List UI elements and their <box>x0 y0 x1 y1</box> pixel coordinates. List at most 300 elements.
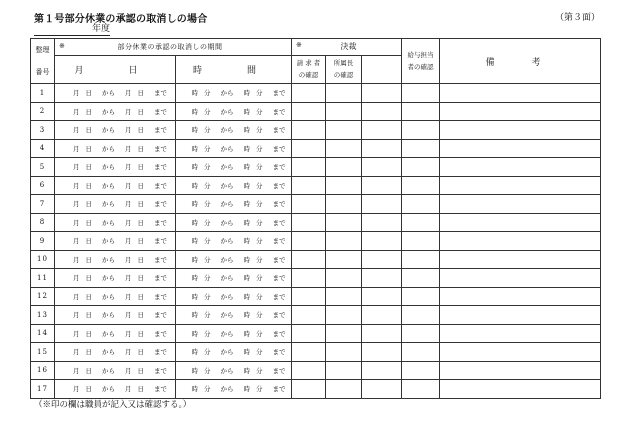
date-token-day: 日 <box>85 311 92 320</box>
salary-check-cell[interactable] <box>402 343 440 362</box>
time-token-to: まで <box>272 348 286 357</box>
time-token-to: まで <box>272 255 286 264</box>
date-token-from: から <box>102 200 115 209</box>
date-range-field[interactable] <box>55 380 176 399</box>
time-token-hour: 時 <box>191 366 198 375</box>
table-row <box>31 306 601 325</box>
row-number: 3 <box>31 121 55 140</box>
row-number: 14 <box>31 324 55 343</box>
time-token-minute: 分 <box>204 274 211 283</box>
table-row <box>31 232 601 251</box>
time-token-to: まで <box>272 292 286 301</box>
table-row <box>31 121 601 140</box>
date-token-month: 月 <box>73 144 80 153</box>
requester-check-cell[interactable] <box>292 232 326 251</box>
date-token-day: 日 <box>85 255 92 264</box>
date-token-month: 月 <box>73 274 80 283</box>
time-range-field[interactable] <box>176 269 292 288</box>
chief-check-cell[interactable] <box>326 380 362 399</box>
date-range-field[interactable] <box>55 232 176 251</box>
chief-check-cell[interactable] <box>326 158 362 177</box>
row-number: 5 <box>31 158 55 177</box>
time-token-minute: 分 <box>256 274 263 283</box>
time-token-minute: 分 <box>256 237 263 246</box>
remarks-cell[interactable] <box>440 306 601 325</box>
date-range-field[interactable] <box>55 269 176 288</box>
date-range-field[interactable] <box>55 139 176 158</box>
remarks-cell[interactable] <box>440 232 601 251</box>
time-token-minute: 分 <box>256 107 263 116</box>
chief-check-cell[interactable] <box>326 232 362 251</box>
date-token-month: 月 <box>73 385 80 394</box>
date-token-to: まで <box>154 200 167 209</box>
date-token-day: 日 <box>85 385 92 394</box>
date-token-to: まで <box>154 255 167 264</box>
salary-check-cell[interactable] <box>402 324 440 343</box>
requester-check-cell[interactable] <box>292 380 326 399</box>
time-token-hour: 時 <box>191 163 198 172</box>
date-token-day: 日 <box>137 144 144 153</box>
remarks-cell[interactable] <box>440 324 601 343</box>
date-range-field[interactable] <box>55 195 176 214</box>
date-range-field[interactable] <box>55 324 176 343</box>
date-token-to: まで <box>154 144 167 153</box>
table-row <box>31 250 601 269</box>
time-token-from: から <box>220 107 234 116</box>
time-range-field[interactable] <box>176 84 292 103</box>
time-range-field[interactable] <box>176 306 292 325</box>
remarks-cell[interactable] <box>440 84 601 103</box>
date-range-field[interactable] <box>55 176 176 195</box>
time-token-hour: 時 <box>243 126 250 135</box>
time-token-from: から <box>220 181 234 190</box>
month-day-header: 月 日 <box>55 55 176 83</box>
time-token-minute: 分 <box>204 385 211 394</box>
row-number: 12 <box>31 287 55 306</box>
time-token-from: から <box>220 126 234 135</box>
date-token-from: から <box>102 385 115 394</box>
remarks-cell[interactable] <box>440 361 601 380</box>
salary-check-cell[interactable] <box>402 121 440 140</box>
time-token-minute: 分 <box>204 311 211 320</box>
time-range-field[interactable] <box>176 361 292 380</box>
date-token-to: まで <box>154 89 167 98</box>
date-token-month: 月 <box>73 200 80 209</box>
time-token-hour: 時 <box>191 385 198 394</box>
row-number: 15 <box>31 343 55 362</box>
time-token-from: から <box>220 385 234 394</box>
time-token-hour: 時 <box>191 329 198 338</box>
date-range-field[interactable] <box>55 213 176 232</box>
time-token-hour: 時 <box>191 274 198 283</box>
salary-check-cell[interactable] <box>402 380 440 399</box>
time-range-field[interactable] <box>176 250 292 269</box>
time-token-from: から <box>220 292 234 301</box>
date-token-month: 月 <box>73 311 80 320</box>
date-range-field[interactable] <box>55 287 176 306</box>
time-token-minute: 分 <box>204 255 211 264</box>
time-token-minute: 分 <box>256 255 263 264</box>
date-token-day: 日 <box>137 200 144 209</box>
table-row <box>31 269 601 288</box>
requester-check-cell[interactable] <box>292 102 326 121</box>
date-token-day: 日 <box>85 237 92 246</box>
chief-check-cell[interactable] <box>326 84 362 103</box>
kessai-cell[interactable] <box>362 343 402 362</box>
date-range-field[interactable] <box>55 102 176 121</box>
kessai-cell[interactable] <box>362 213 402 232</box>
time-token-to: まで <box>272 329 286 338</box>
salary-check-cell[interactable] <box>402 195 440 214</box>
kessai-blank-header <box>362 55 402 83</box>
time-range-field[interactable] <box>176 232 292 251</box>
date-range-field[interactable] <box>55 121 176 140</box>
kessai-cell[interactable] <box>362 232 402 251</box>
date-token-day: 日 <box>137 126 144 135</box>
chief-check-cell[interactable] <box>326 250 362 269</box>
kessai-cell[interactable] <box>362 139 402 158</box>
date-token-from: から <box>102 311 115 320</box>
table-row <box>31 343 601 362</box>
date-token-day: 日 <box>85 348 92 357</box>
date-token-month: 月 <box>125 292 132 301</box>
remarks-cell[interactable] <box>440 158 601 177</box>
salary-officer-check-header: 給与担当 者の確認 <box>402 39 440 84</box>
remarks-cell[interactable] <box>440 121 601 140</box>
time-token-hour: 時 <box>243 218 250 227</box>
time-token-from: から <box>220 348 234 357</box>
time-token-hour: 時 <box>243 200 250 209</box>
time-token-hour: 時 <box>191 255 198 264</box>
date-token-from: から <box>102 366 115 375</box>
seiri-number-header: 整理 番号 <box>31 39 55 84</box>
time-range-field[interactable] <box>176 380 292 399</box>
requester-check-cell[interactable] <box>292 269 326 288</box>
salary-check-cell[interactable] <box>402 287 440 306</box>
time-range-field[interactable] <box>176 287 292 306</box>
time-token-minute: 分 <box>204 329 211 338</box>
date-token-to: まで <box>154 163 167 172</box>
time-token-minute: 分 <box>204 89 211 98</box>
date-range-field[interactable] <box>55 158 176 177</box>
date-token-day: 日 <box>137 255 144 264</box>
kessai-cell[interactable] <box>362 306 402 325</box>
kessai-cell[interactable] <box>362 121 402 140</box>
time-token-from: から <box>220 218 234 227</box>
time-token-from: から <box>220 89 234 98</box>
requester-check-cell[interactable] <box>292 121 326 140</box>
row-number: 8 <box>31 213 55 232</box>
date-token-from: から <box>102 274 115 283</box>
kessai-cell[interactable] <box>362 84 402 103</box>
chief-check-cell[interactable] <box>326 176 362 195</box>
time-token-to: まで <box>272 181 286 190</box>
kessai-cell[interactable] <box>362 176 402 195</box>
time-token-from: から <box>220 163 234 172</box>
requester-check-cell[interactable] <box>292 306 326 325</box>
date-token-to: まで <box>154 274 167 283</box>
chief-check-cell[interactable] <box>326 121 362 140</box>
time-range-field[interactable] <box>176 213 292 232</box>
kessai-cell[interactable] <box>362 250 402 269</box>
salary-check-cell[interactable] <box>402 232 440 251</box>
period-label: 部分休業の承認の取消しの期間 <box>117 42 223 51</box>
requester-check-cell[interactable] <box>292 324 326 343</box>
salary-check-cell[interactable] <box>402 250 440 269</box>
date-token-day: 日 <box>137 89 144 98</box>
date-token-month: 月 <box>73 255 80 264</box>
time-token-hour: 時 <box>191 89 198 98</box>
date-token-day: 日 <box>85 163 92 172</box>
kessai-cell[interactable] <box>362 195 402 214</box>
time-token-hour: 時 <box>191 292 198 301</box>
date-token-month: 月 <box>73 181 80 190</box>
date-token-month: 月 <box>125 107 132 116</box>
time-token-hour: 時 <box>191 126 198 135</box>
time-token-minute: 分 <box>256 126 263 135</box>
row-number: 6 <box>31 176 55 195</box>
chief-check-cell[interactable] <box>326 102 362 121</box>
chief-check-cell[interactable] <box>326 269 362 288</box>
date-token-to: まで <box>154 385 167 394</box>
time-range-field[interactable] <box>176 176 292 195</box>
date-token-to: まで <box>154 107 167 116</box>
salary-check-cell[interactable] <box>402 361 440 380</box>
table-row <box>31 195 601 214</box>
date-range-field[interactable] <box>55 361 176 380</box>
row-number: 17 <box>31 380 55 399</box>
requester-check-cell[interactable] <box>292 213 326 232</box>
salary-check-cell[interactable] <box>402 158 440 177</box>
table-row <box>31 158 601 177</box>
chief-check-header: 所属長 の確認 <box>326 55 362 83</box>
requester-check-cell[interactable] <box>292 84 326 103</box>
time-token-hour: 時 <box>243 144 250 153</box>
date-token-day: 日 <box>137 292 144 301</box>
kessai-cell[interactable] <box>362 380 402 399</box>
chief-check-cell[interactable] <box>326 306 362 325</box>
time-token-hour: 時 <box>243 255 250 264</box>
kessai-cell[interactable] <box>362 287 402 306</box>
footnote: （※印の欄は職員が記入又は確認する。） <box>34 400 192 410</box>
time-token-to: まで <box>272 274 286 283</box>
kessai-cell[interactable] <box>362 324 402 343</box>
chief-check-cell[interactable] <box>326 343 362 362</box>
date-token-month: 月 <box>125 274 132 283</box>
kessai-label: 決裁 <box>340 42 357 52</box>
requester-check-cell[interactable] <box>292 176 326 195</box>
date-token-from: から <box>102 107 115 116</box>
date-token-month: 月 <box>125 181 132 190</box>
remarks-cell[interactable] <box>440 176 601 195</box>
remarks-cell[interactable] <box>440 102 601 121</box>
salary-check-cell[interactable] <box>402 102 440 121</box>
kessai-cell[interactable] <box>362 361 402 380</box>
remarks-cell[interactable] <box>440 287 601 306</box>
row-number: 10 <box>31 250 55 269</box>
date-token-day: 日 <box>137 181 144 190</box>
salary-check-cell[interactable] <box>402 84 440 103</box>
date-token-to: まで <box>154 237 167 246</box>
date-token-month: 月 <box>125 126 132 135</box>
chief-check-cell[interactable] <box>326 287 362 306</box>
time-token-hour: 時 <box>243 348 250 357</box>
time-token-minute: 分 <box>204 144 211 153</box>
date-token-day: 日 <box>137 366 144 375</box>
time-range-field[interactable] <box>176 102 292 121</box>
time-token-hour: 時 <box>243 107 250 116</box>
remarks-cell[interactable] <box>440 343 601 362</box>
time-token-to: まで <box>272 89 286 98</box>
date-token-day: 日 <box>137 218 144 227</box>
date-token-day: 日 <box>85 181 92 190</box>
period-header <box>55 39 292 56</box>
fiscal-year-field[interactable]: 年度 <box>34 24 110 36</box>
remarks-cell[interactable] <box>440 213 601 232</box>
row-number: 11 <box>31 269 55 288</box>
date-token-month: 月 <box>125 366 132 375</box>
chief-check-cell[interactable] <box>326 324 362 343</box>
time-token-hour: 時 <box>191 311 198 320</box>
requester-check-cell[interactable] <box>292 343 326 362</box>
salary-check-cell[interactable] <box>402 176 440 195</box>
salary-check-cell[interactable] <box>402 139 440 158</box>
remarks-cell[interactable] <box>440 195 601 214</box>
time-range-field[interactable] <box>176 324 292 343</box>
time-token-minute: 分 <box>256 181 263 190</box>
requester-check-cell[interactable] <box>292 139 326 158</box>
time-token-minute: 分 <box>204 126 211 135</box>
time-range-field[interactable] <box>176 139 292 158</box>
time-token-from: から <box>220 144 234 153</box>
date-token-to: まで <box>154 292 167 301</box>
table-row <box>31 102 601 121</box>
time-token-from: から <box>220 366 234 375</box>
kessai-cell[interactable] <box>362 158 402 177</box>
date-token-day: 日 <box>137 329 144 338</box>
date-token-month: 月 <box>73 163 80 172</box>
date-token-day: 日 <box>85 292 92 301</box>
date-token-day: 日 <box>85 274 92 283</box>
date-token-month: 月 <box>73 126 80 135</box>
date-token-day: 日 <box>85 144 92 153</box>
date-token-month: 月 <box>73 348 80 357</box>
date-token-month: 月 <box>125 144 132 153</box>
time-token-from: から <box>220 329 234 338</box>
date-token-day: 日 <box>85 126 92 135</box>
time-token-minute: 分 <box>256 366 263 375</box>
row-number: 13 <box>31 306 55 325</box>
salary-check-cell[interactable] <box>402 306 440 325</box>
date-token-month: 月 <box>125 255 132 264</box>
time-token-to: まで <box>272 163 286 172</box>
time-token-to: まで <box>272 126 286 135</box>
table-row <box>31 213 601 232</box>
date-range-field[interactable] <box>55 250 176 269</box>
date-token-day: 日 <box>137 311 144 320</box>
remarks-cell[interactable] <box>440 380 601 399</box>
date-token-to: まで <box>154 126 167 135</box>
date-token-from: から <box>102 255 115 264</box>
time-token-hour: 時 <box>243 274 250 283</box>
remarks-cell[interactable] <box>440 269 601 288</box>
time-range-field[interactable] <box>176 343 292 362</box>
date-token-day: 日 <box>85 107 92 116</box>
date-range-field[interactable] <box>55 84 176 103</box>
date-token-month: 月 <box>125 218 132 227</box>
date-token-day: 日 <box>85 366 92 375</box>
remarks-cell[interactable] <box>440 139 601 158</box>
time-token-minute: 分 <box>256 200 263 209</box>
time-token-minute: 分 <box>204 348 211 357</box>
date-token-month: 月 <box>73 292 80 301</box>
time-token-hour: 時 <box>191 144 198 153</box>
date-token-month: 月 <box>125 329 132 338</box>
row-number: 7 <box>31 195 55 214</box>
date-token-from: から <box>102 89 115 98</box>
date-token-month: 月 <box>73 107 80 116</box>
time-token-hour: 時 <box>243 237 250 246</box>
table-row <box>31 324 601 343</box>
time-token-from: から <box>220 274 234 283</box>
date-range-field[interactable] <box>55 306 176 325</box>
date-token-from: から <box>102 163 115 172</box>
time-header: 時 間 <box>176 55 292 83</box>
chief-check-cell[interactable] <box>326 139 362 158</box>
remarks-cell[interactable] <box>440 250 601 269</box>
requester-check-cell[interactable] <box>292 158 326 177</box>
kessai-cell[interactable] <box>362 102 402 121</box>
chief-check-cell[interactable] <box>326 361 362 380</box>
date-token-from: から <box>102 218 115 227</box>
table-row <box>31 139 601 158</box>
date-token-day: 日 <box>137 163 144 172</box>
time-token-hour: 時 <box>191 200 198 209</box>
time-token-minute: 分 <box>256 89 263 98</box>
requester-check-cell[interactable] <box>292 250 326 269</box>
time-token-hour: 時 <box>191 181 198 190</box>
time-token-hour: 時 <box>243 181 250 190</box>
time-range-field[interactable] <box>176 195 292 214</box>
time-token-hour: 時 <box>243 385 250 394</box>
time-token-from: から <box>220 237 234 246</box>
date-token-month: 月 <box>125 237 132 246</box>
time-token-hour: 時 <box>191 237 198 246</box>
requester-check-cell[interactable] <box>292 195 326 214</box>
kessai-cell[interactable] <box>362 269 402 288</box>
kessai-header <box>292 39 402 56</box>
row-number: 2 <box>31 102 55 121</box>
date-token-day: 日 <box>137 107 144 116</box>
time-token-minute: 分 <box>256 163 263 172</box>
requester-check-header: 請 求 者 の確認 <box>292 55 326 83</box>
date-token-day: 日 <box>85 89 92 98</box>
date-token-day: 日 <box>85 329 92 338</box>
requester-check-cell[interactable] <box>292 287 326 306</box>
requester-check-cell[interactable] <box>292 361 326 380</box>
salary-check-cell[interactable] <box>402 269 440 288</box>
time-token-minute: 分 <box>204 292 211 301</box>
table-row <box>31 84 601 103</box>
chief-check-cell[interactable] <box>326 213 362 232</box>
time-range-field[interactable] <box>176 121 292 140</box>
chief-check-cell[interactable] <box>326 195 362 214</box>
salary-check-cell[interactable] <box>402 213 440 232</box>
time-range-field[interactable] <box>176 158 292 177</box>
date-range-field[interactable] <box>55 343 176 362</box>
date-token-from: から <box>102 329 115 338</box>
time-token-hour: 時 <box>243 292 250 301</box>
